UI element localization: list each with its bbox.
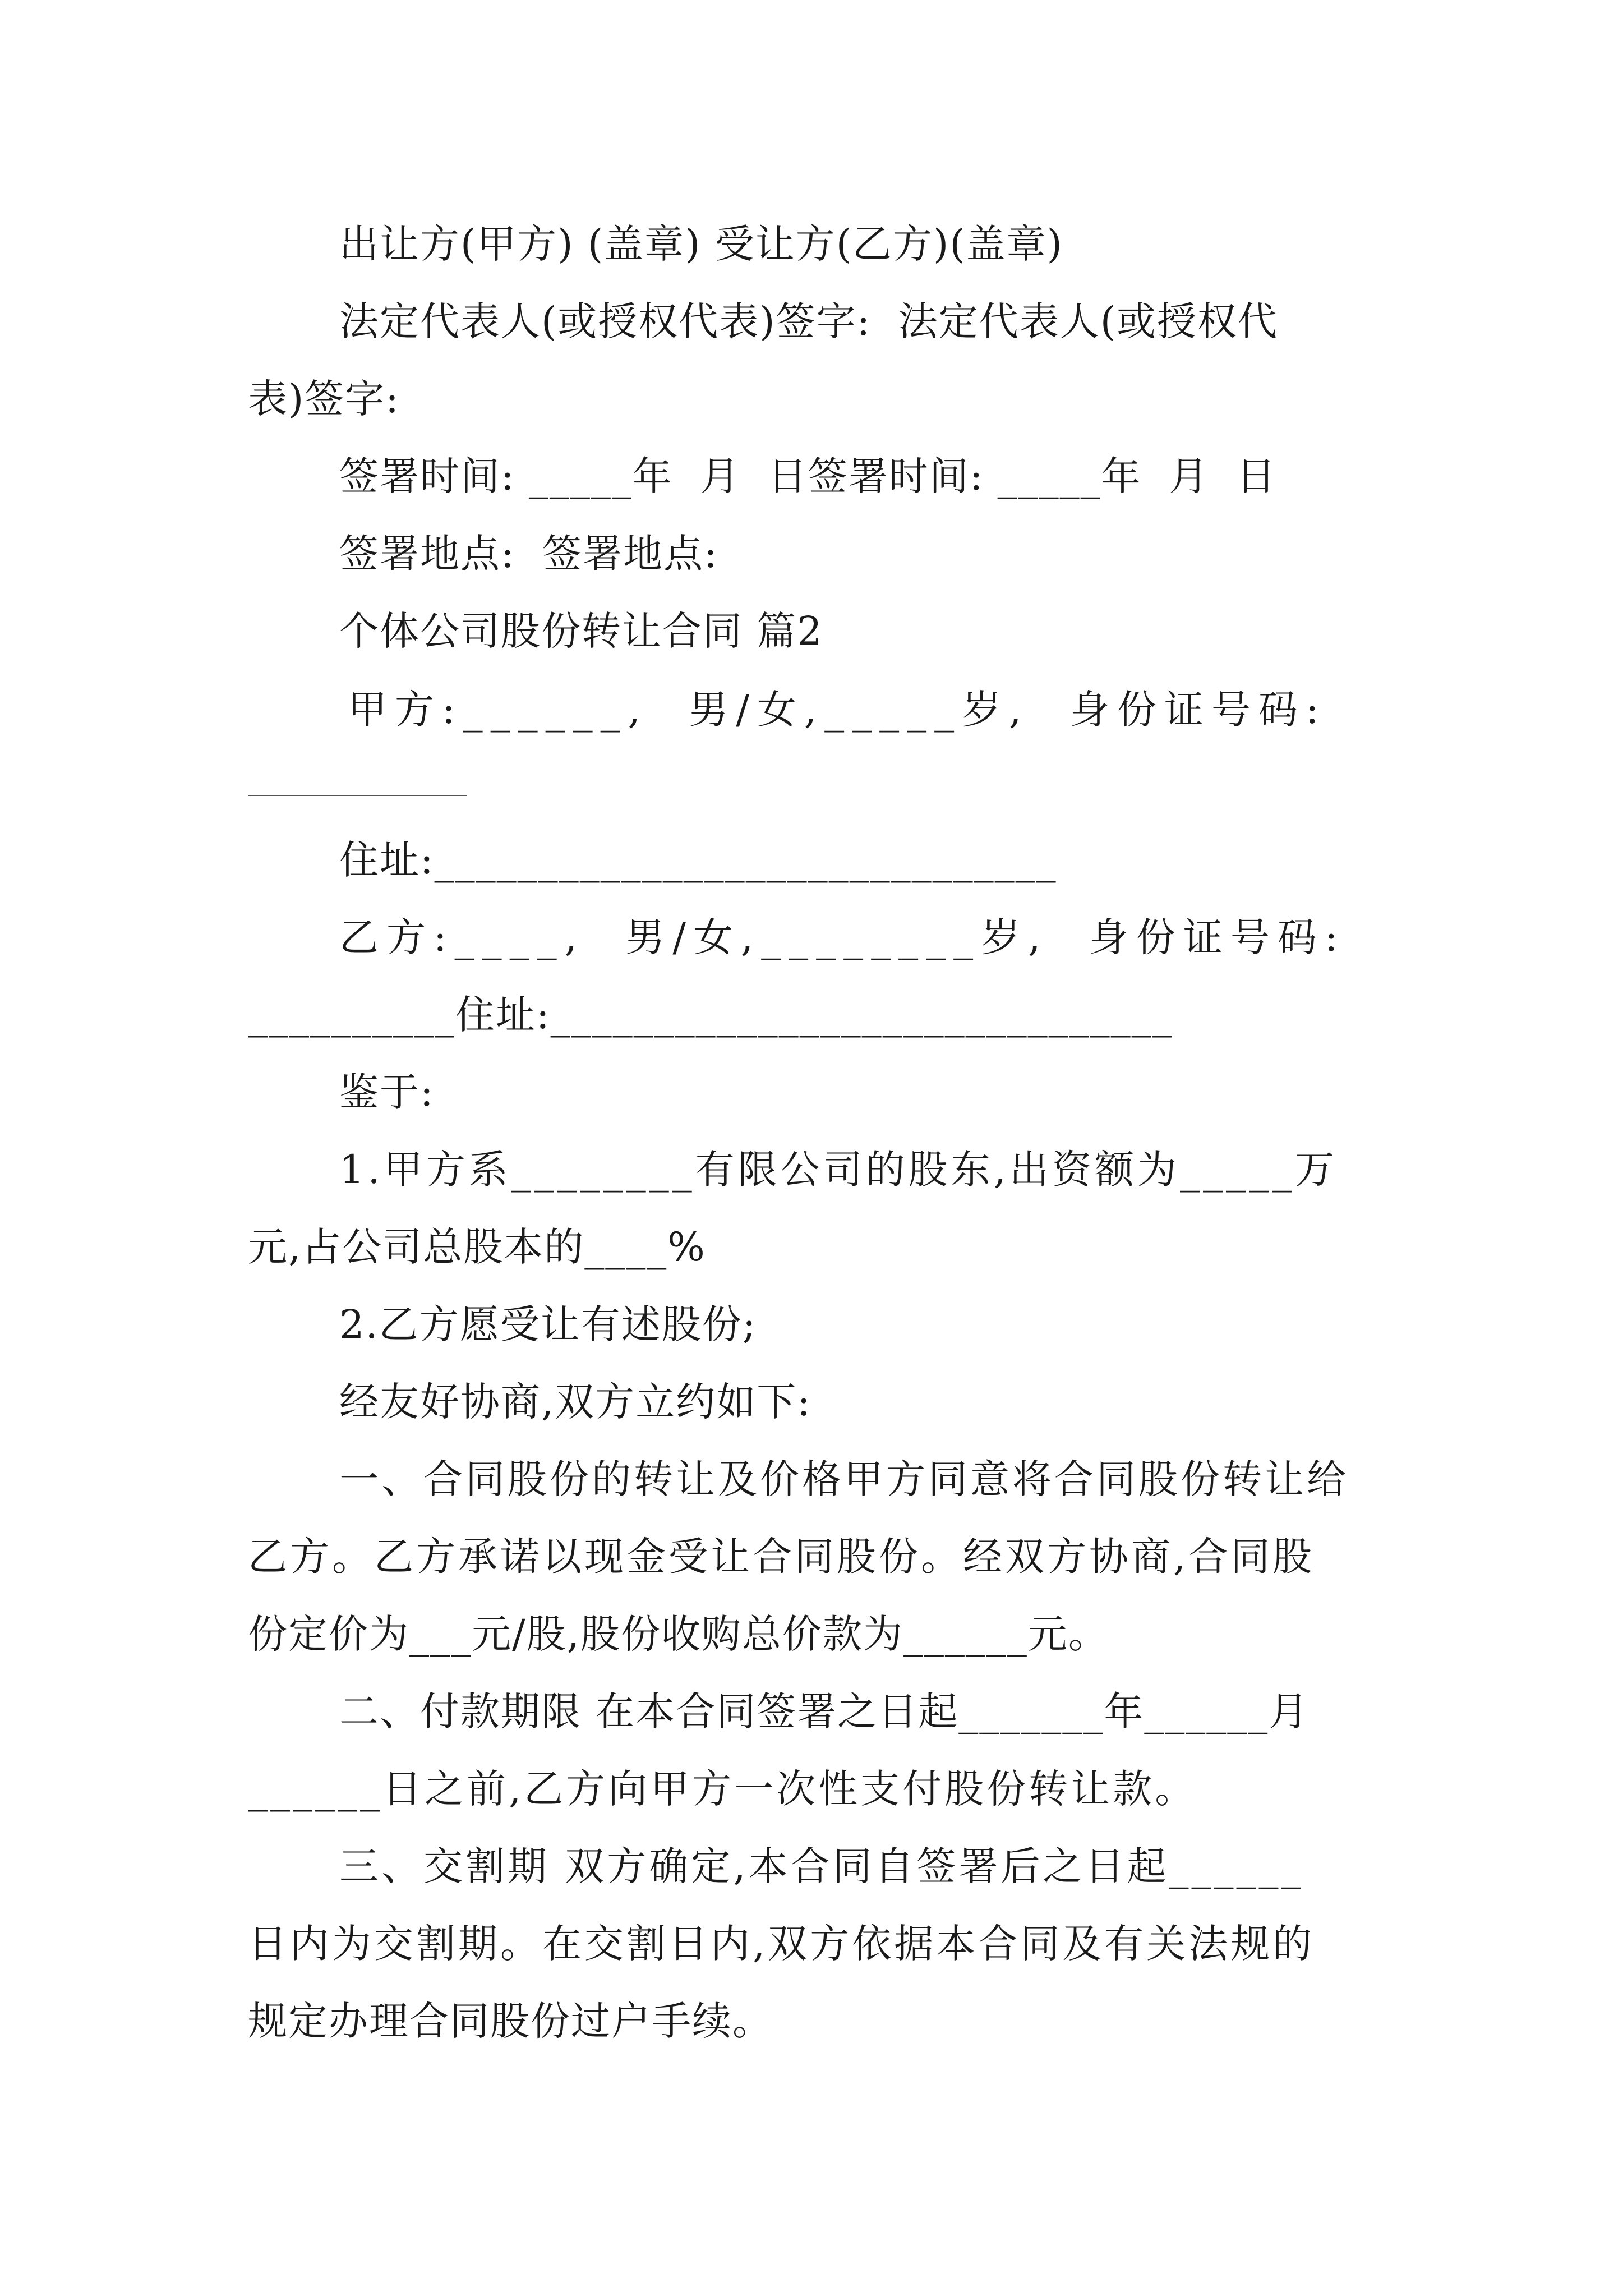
legal-representative-line-cont: 表)签字: [248,376,400,422]
clause-3-line: 三、交割期 双方确定,本合同自签署后之日起______ [339,1843,1304,1889]
clause-3-line-cont: 日内为交割期。在交割日内,双方依据本合同及有关法规的 [248,1921,1315,1967]
signing-date-line: 签署时间: _____年 月 日签署时间: _____年 月 日 [339,453,1277,499]
party-b-address-line: __________住址:______________________________ [248,992,1173,1038]
signature-parties-line: 出让方(甲方) (盖章) 受让方(乙方)(盖章) [339,221,1063,267]
party-a-id-blank [248,795,467,796]
signing-place-line: 签署地点: 签署地点: [339,531,718,577]
clause-1-line-cont: 乙方。乙方承诺以现金受让合同股份。经双方协商,合同股 [248,1534,1315,1580]
legal-representative-line: 法定代表人(或授权代表)签字: 法定代表人(或授权代 [339,298,1279,344]
recital-1-line-cont: 元,占公司总股本的____% [248,1224,706,1270]
recital-2-line: 2.乙方愿受让有述股份; [339,1301,757,1347]
party-a-address-line: 住址:______________________________ [339,837,1057,883]
clause-2-line: 二、付款期限 在本合同签署之日起_______年______月 [339,1688,1310,1734]
clause-3-line-cont: 规定办理合同股份过户手续。 [248,1998,773,2044]
clause-1-line: 一、合同股份的转让及价格甲方同意将合同股份转让给 [339,1456,1349,1502]
party-b-info-line: 乙方:____, 男/女,________岁, 身份证号码: [339,914,1346,960]
section-title: 个体公司股份转让合同 篇2 [339,608,823,654]
party-a-info-line: 甲方:______, 男/女,_____岁, 身份证号码: [348,687,1327,733]
recital-1-line: 1.甲方系________有限公司的股东,出资额为_____万 [339,1147,1338,1193]
clause-1-line-cont: 份定价为___元/股,股份收购总价款为______元。 [248,1611,1109,1657]
clause-2-line-cont: ______日之前,乙方向甲方一次性支付股份转让款。 [248,1766,1197,1812]
agreement-intro-line: 经友好协商,双方立约如下: [339,1379,811,1425]
whereas-heading: 鉴于: [339,1069,435,1115]
